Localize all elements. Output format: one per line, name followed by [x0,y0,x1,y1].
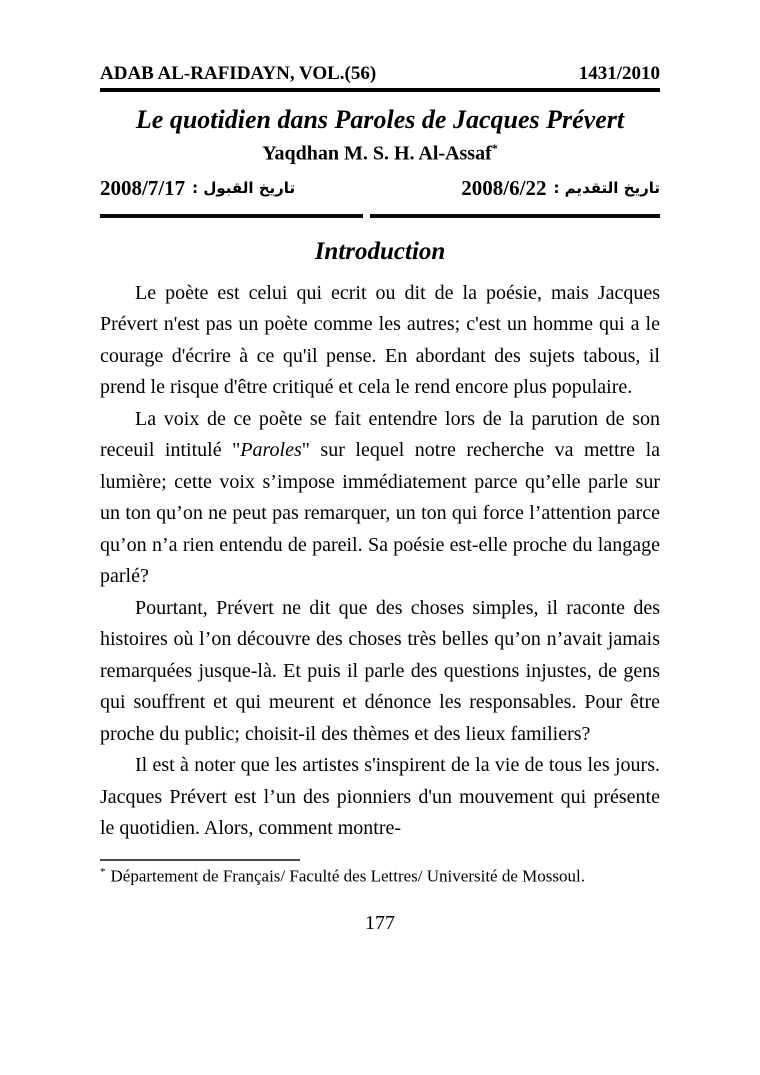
section-heading-introduction: Introduction [314,237,446,265]
journal-header [100,63,660,92]
journal-name: ADAB AL-RAFIDAYN, VOL.(56) [100,63,377,84]
paragraph-1: Le poète est celui qui ecrit ou dit de la poésie, mais Jacques Prévert n'est pas un poète comme les autres; c'est un homme qui a le courage d'écrire à ce qu'il pense. En abordant des sujets tabous, il prend le risque d'être critiqué et cela le rend encore plus populaire. [100,281,660,399]
footnote-divider [100,859,300,861]
paragraph-3: Pourtant, Prévert ne dit que des choses simples, il raconte des histoires où l’on découvre des choses très belles qu’on n’avait jamais remarquées jusque-là. Et puis il parle des questions injustes, de gens qui souffrent et qui meurent et dénonce les responsables. Pour être proche du public; choisit-il des thèmes et des lieux familiers? [100,596,660,745]
dates-row [100,176,660,201]
paroles-italic-reference: Paroles [240,439,302,462]
acceptance-date-group [100,176,295,201]
footnote-text: Département de Français/ Faculté des Lettres/ Université de Mossoul. [110,866,585,886]
submission-date-group [461,176,660,201]
paragraph-2-text: La voix de ce poète se fait entendre lors de la parution de son receuil intitulé " [100,407,660,462]
divider-segment-left [100,214,363,218]
acceptance-date-label: تاريخ القبول : [192,179,296,198]
submission-date-label: تاريخ التقديم : [553,179,660,198]
article-body [100,278,660,845]
paragraph-2-text-continued: " sur lequel notre recherche va mettre la lumière; cette voix s’impose immédiatement parce qu’elle parle sur un ton qu’on ne peut pas remarquer, un ton qui force l’attention parce qu’on n’a rien entendu de pareil. Sa poésie est-elle proche du langage parlé? [100,439,661,588]
paragraph-2 [100,404,660,593]
divider-gap [363,214,370,218]
author-line [100,141,660,166]
footnote-block [100,859,660,887]
footnote [100,866,660,887]
dates-divider [100,214,660,218]
page-content [100,63,660,935]
acceptance-date-value: 2008/7/17 [100,175,186,200]
submission-date-value: 2008/6/22 [461,175,547,200]
divider-segment-right [370,214,660,218]
author-note-marker: * [491,141,498,155]
page-number: 177 [365,912,395,935]
footnote-marker: * [100,865,106,878]
paragraph-4: Il est à noter que les artistes s'inspirent de la vie de tous les jours. Jacques Prévert est l’un des pionniers d'un mouvement qui présente le quotidien. Alors, comment montre- [100,754,660,840]
journal-issue-year: 1431/2010 [578,63,660,84]
author-name: Yaqdhan M. S. H. Al-Assaf [262,142,492,165]
paper-title: Le quotidien dans Paroles de Jacques Prévert [135,105,625,134]
